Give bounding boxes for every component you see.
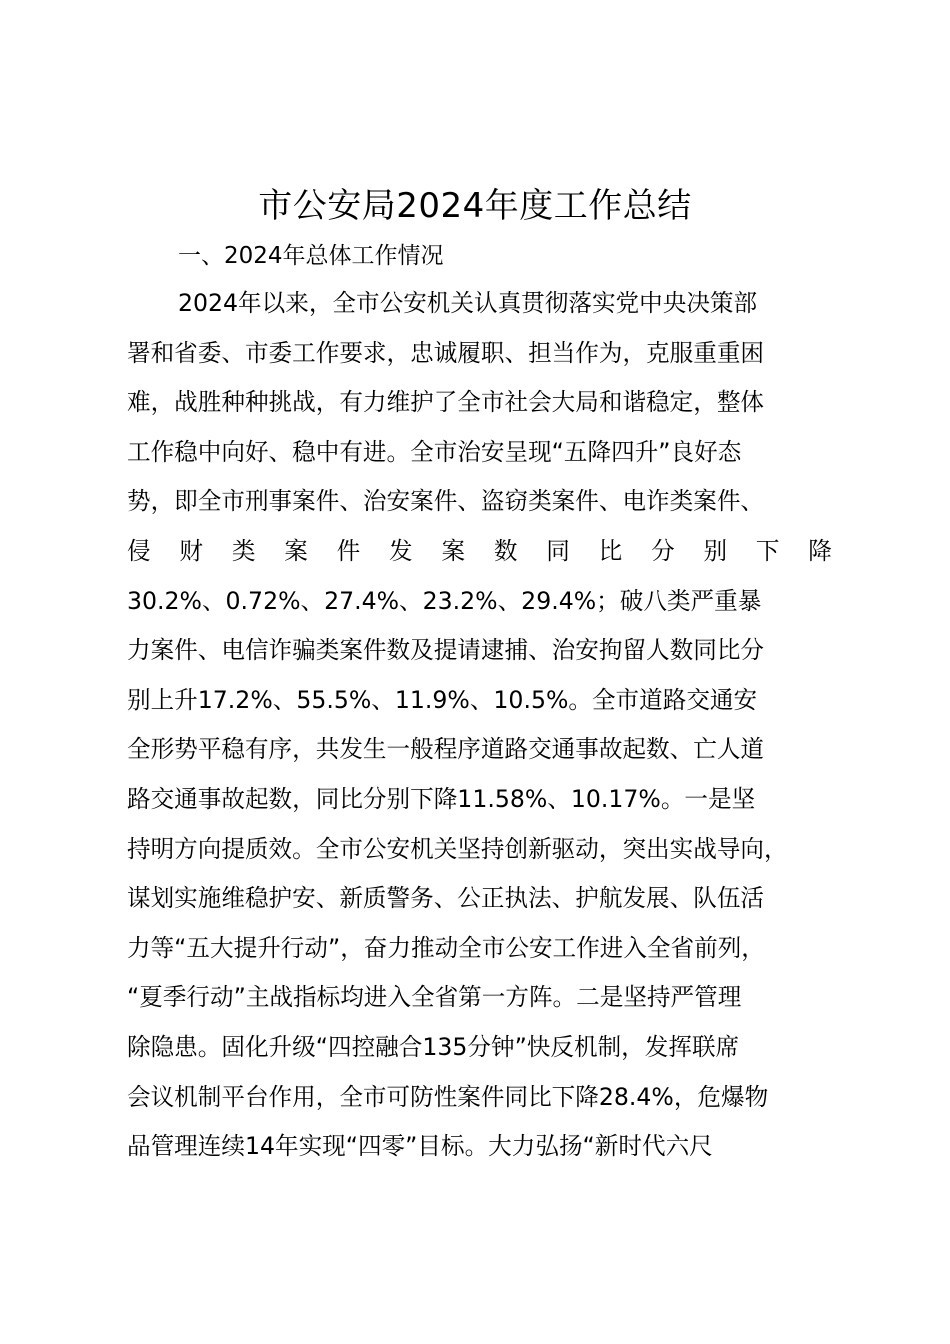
paragraph-line: 2024年以来，全市公安机关认真贯彻落实党中央决策部 — [178, 289, 758, 317]
paragraph-line: 会议机制平台作用，全市可防性案件同比下降28.4%，危爆物 — [127, 1082, 769, 1111]
justified-char: 下 — [755, 536, 780, 565]
paragraph-line: “夏季行动”主战指标均进入全省第一方阵。二是坚持严管理 — [127, 983, 742, 1012]
justified-char: 财 — [179, 536, 203, 565]
paragraph-line: 30.2%、0.72%、27.4%、23.2%、29.4%；破八类严重暴 — [127, 586, 762, 615]
paragraph-line-justified — [127, 527, 832, 577]
justified-char: 别 — [703, 536, 728, 565]
paragraph-line: 别上升17.2%、55.5%、11.9%、10.5%。全市道路交通安 — [127, 685, 758, 714]
justified-char: 降 — [808, 536, 832, 565]
paragraph-line: 路交通事故起数，同比分别下降11.58%、10.17%。一是坚 — [127, 784, 756, 813]
document-title: 市公安局2024年度工作总结 — [258, 186, 692, 226]
paragraph-line: 谋划实施维稳护安、新质警务、公正执法、护航发展、队伍活 — [127, 884, 765, 913]
justified-char: 案 — [441, 536, 466, 565]
justified-char: 件 — [336, 536, 361, 565]
paragraph-line: 全形势平稳有序，共发生一般程序道路交通事故起数、亡人道 — [127, 735, 765, 764]
justified-char: 侵 — [127, 536, 151, 565]
paragraph-line: 除隐患。固化升级“四控融合135分钟”快反机制，发挥联席 — [127, 1032, 740, 1061]
paragraph-line: 势，即全市刑事案件、治安案件、盗窃类案件、电诈类案件、 — [127, 487, 765, 516]
body-paragraph — [127, 279, 832, 1172]
paragraph-line: 难，战胜种种挑战，有力维护了全市社会大局和谐稳定，整体 — [127, 388, 765, 417]
paragraph-line: 力等“五大提升行动”，奋力推动全市公安工作进入全省前列， — [127, 933, 765, 962]
justified-char: 类 — [231, 536, 256, 565]
justified-char: 分 — [651, 536, 675, 565]
paragraph-line: 署和省委、市委工作要求，忠诚履职、担当作为，克服重重困 — [127, 338, 765, 367]
paragraph-line: 持明方向提质效。全市公安机关坚持创新驱动，突出实战导向， — [127, 834, 788, 863]
justified-char: 发 — [389, 536, 413, 565]
paragraph-line: 品管理连续14年实现“四零”目标。大力弘扬“新时代六尺 — [127, 1132, 713, 1161]
justified-char: 同 — [546, 536, 570, 565]
justified-char: 数 — [493, 536, 518, 565]
justified-char: 案 — [284, 536, 308, 565]
section-heading: 一、2024年总体工作情况 — [178, 243, 444, 269]
justified-char: 比 — [598, 536, 623, 565]
paragraph-line: 力案件、电信诈骗类案件数及提请逮捕、治安拘留人数同比分 — [127, 636, 765, 665]
paragraph-line: 工作稳中向好、稳中有进。全市治安呈现“五降四升”良好态 — [127, 437, 742, 466]
